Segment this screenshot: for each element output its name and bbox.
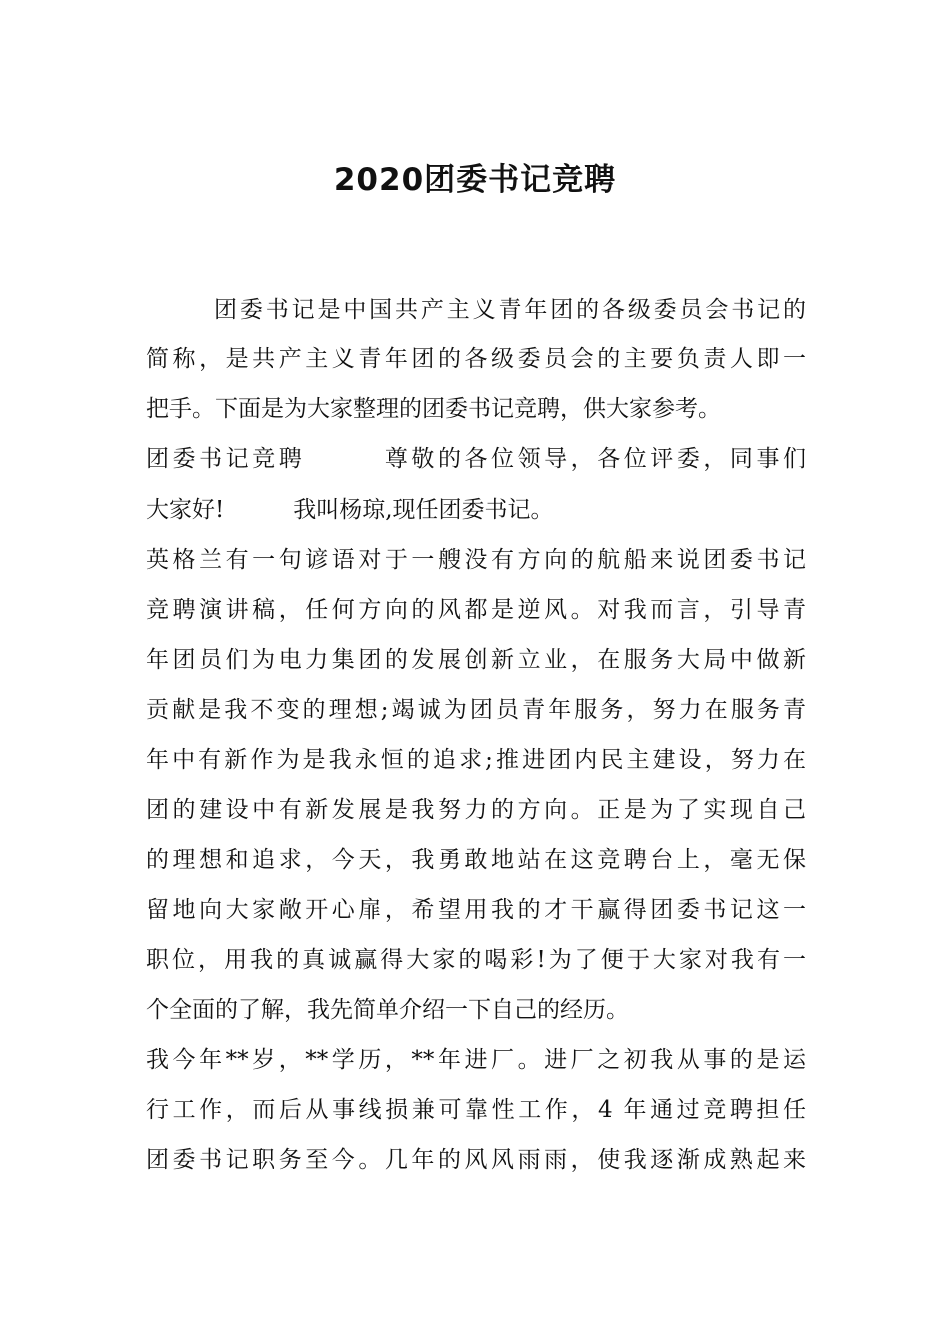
document-title: 2020团委书记竞聘 (333, 162, 617, 198)
paragraph-line: 团委书记职务至今。几年的风风雨雨，使我逐渐成熟起来 (146, 1147, 806, 1173)
paragraph-line: 年团员们为电力集团的发展创新立业，在服务大局中做新 (146, 647, 806, 673)
paragraph-line: 年中有新作为是我永恒的追求;推进团内民主建设，努力在 (146, 747, 806, 773)
paragraph-line: 行工作，而后从事线损兼可靠性工作，4 年通过竞聘担任 (146, 1097, 806, 1123)
paragraph-line: 个全面的了解，我先简单介绍一下自己的经历。 (146, 997, 629, 1023)
paragraph-line: 团委书记是中国共产主义青年团的各级委员会书记的 (214, 297, 806, 323)
paragraph-line: 团委书记竞聘 尊敬的各位领导，各位评委，同事们 (146, 446, 806, 472)
paragraph-line: 留地向大家敞开心扉，希望用我的才干赢得团委书记这一 (146, 897, 806, 923)
paragraph-line: 简称，是共产主义青年团的各级委员会的主要负责人即一 (146, 346, 806, 372)
paragraph-line: 团的建设中有新发展是我努力的方向。正是为了实现自己 (146, 797, 806, 823)
paragraph-line: 把手。下面是为大家整理的团委书记竞聘，供大家参考。 (146, 396, 721, 422)
paragraph-line: 英格兰有一句谚语对于一艘没有方向的航船来说团委书记 (146, 547, 806, 573)
paragraph-line: 我今年**岁，**学历，**年进厂。进厂之初我从事的是运 (146, 1047, 806, 1073)
paragraph-line: 贡献是我不变的理想;竭诚为团员青年服务，努力在服务青 (146, 697, 806, 723)
paragraph-line: 大家好! 我叫杨琼,现任团委书记。 (146, 497, 554, 523)
paragraph-line: 的理想和追求，今天，我勇敢地站在这竞聘台上，毫无保 (146, 847, 806, 873)
paragraph-line: 职位，用我的真诚赢得大家的喝彩!为了便于大家对我有一 (146, 947, 806, 973)
paragraph-line: 竞聘演讲稿，任何方向的风都是逆风。对我而言，引导青 (146, 597, 806, 623)
